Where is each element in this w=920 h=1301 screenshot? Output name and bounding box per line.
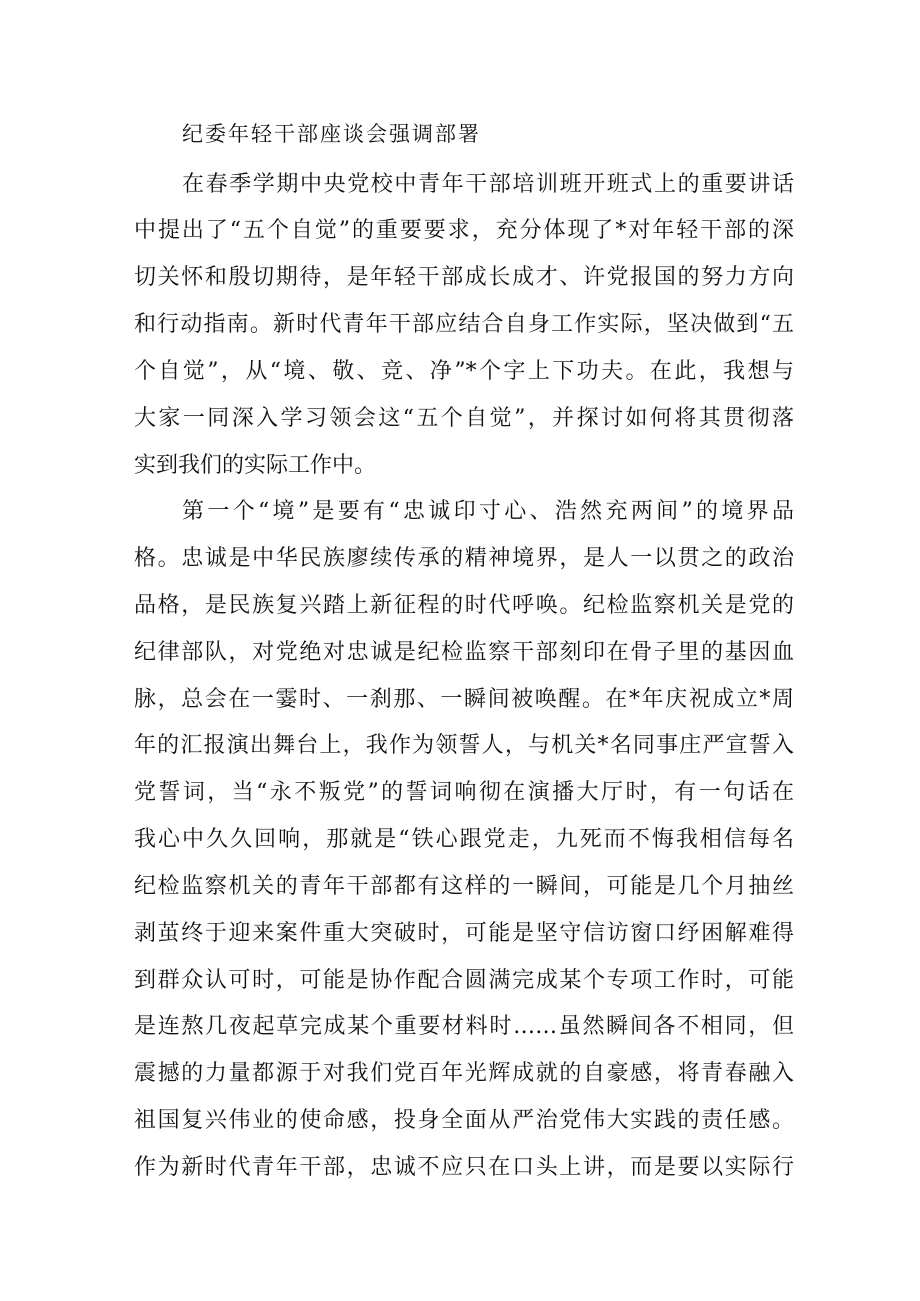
paragraph-line: 和行动指南。新时代青年干部应结合自身工作实际，坚决做到“五 [134,312,794,337]
paragraph-line: 纪律部队，对党绝对忠诚是纪检监察干部刻印在骨子里的基因血 [134,640,794,665]
paragraph-line: 品格，是民族复兴踏上新征程的时代呼唤。纪检监察机关是党的 [134,593,794,618]
paragraph-line: 在春季学期中央党校中青年干部培训班开班式上的重要讲话 [182,172,794,197]
paragraph-line: 年的汇报演出舞台上，我作为领誓人，与机关*名同事庄严宣誓入 [134,733,794,758]
paragraph-line: 剥茧终于迎来案件重大突破时，可能是坚守信访窗口纾困解难得 [134,921,794,946]
document-title: 纪委年轻干部座谈会强调部署 [182,122,481,146]
paragraph-line: 党誓词，当“永不叛党”的誓词响彻在演播大厅时，有一句话在 [134,780,794,805]
paragraph-line: 祖国复兴伟业的使命感，投身全面从严治党伟大实践的责任感。 [134,1108,794,1133]
paragraph-line: 切关怀和殷切期待，是年轻干部成长成才、许党报国的努力方向 [134,265,794,290]
paragraph-line: 到群众认可时，可能是协作配合圆满完成某个专项工作时，可能 [134,968,794,993]
paragraph-line: 是连熬几夜起草完成某个重要材料时……虽然瞬间各不相同，但 [134,1014,794,1039]
paragraph-line: 大家一同深入学习领会这“五个自觉”，并探讨如何将其贯彻落 [134,406,794,431]
paragraph-line: 第一个“境”是要有“忠诚印寸心、浩然充两间”的境界品 [182,499,794,524]
paragraph-line: 个自觉”，从“境、敬、竞、净”*个字上下功夫。在此，我想与 [134,359,794,384]
paragraph-line: 格。忠诚是中华民族廖续传承的精神境界，是人一以贯之的政治 [134,546,794,571]
paragraph-line: 纪检监察机关的青年干部都有这样的一瞬间，可能是几个月抽丝 [134,874,794,899]
paragraph-line: 中提出了“五个自觉”的重要要求，充分体现了*对年轻干部的深 [134,218,794,243]
paragraph-line: 震撼的力量都源于对我们党百年光辉成就的自豪感，将青春融入 [134,1061,794,1086]
paragraph-line: 实到我们的实际工作中。 [134,453,377,478]
paragraph-line: 作为新时代青年干部，忠诚不应只在口头上讲，而是要以实际行 [134,1155,794,1180]
paragraph-line: 脉，总会在一霎时、一刹那、一瞬间被唤醒。在*年庆祝成立*周 [134,687,794,712]
paragraph-line: 我心中久久回响，那就是“铁心跟党走，九死而不悔我相信每名 [134,827,794,852]
